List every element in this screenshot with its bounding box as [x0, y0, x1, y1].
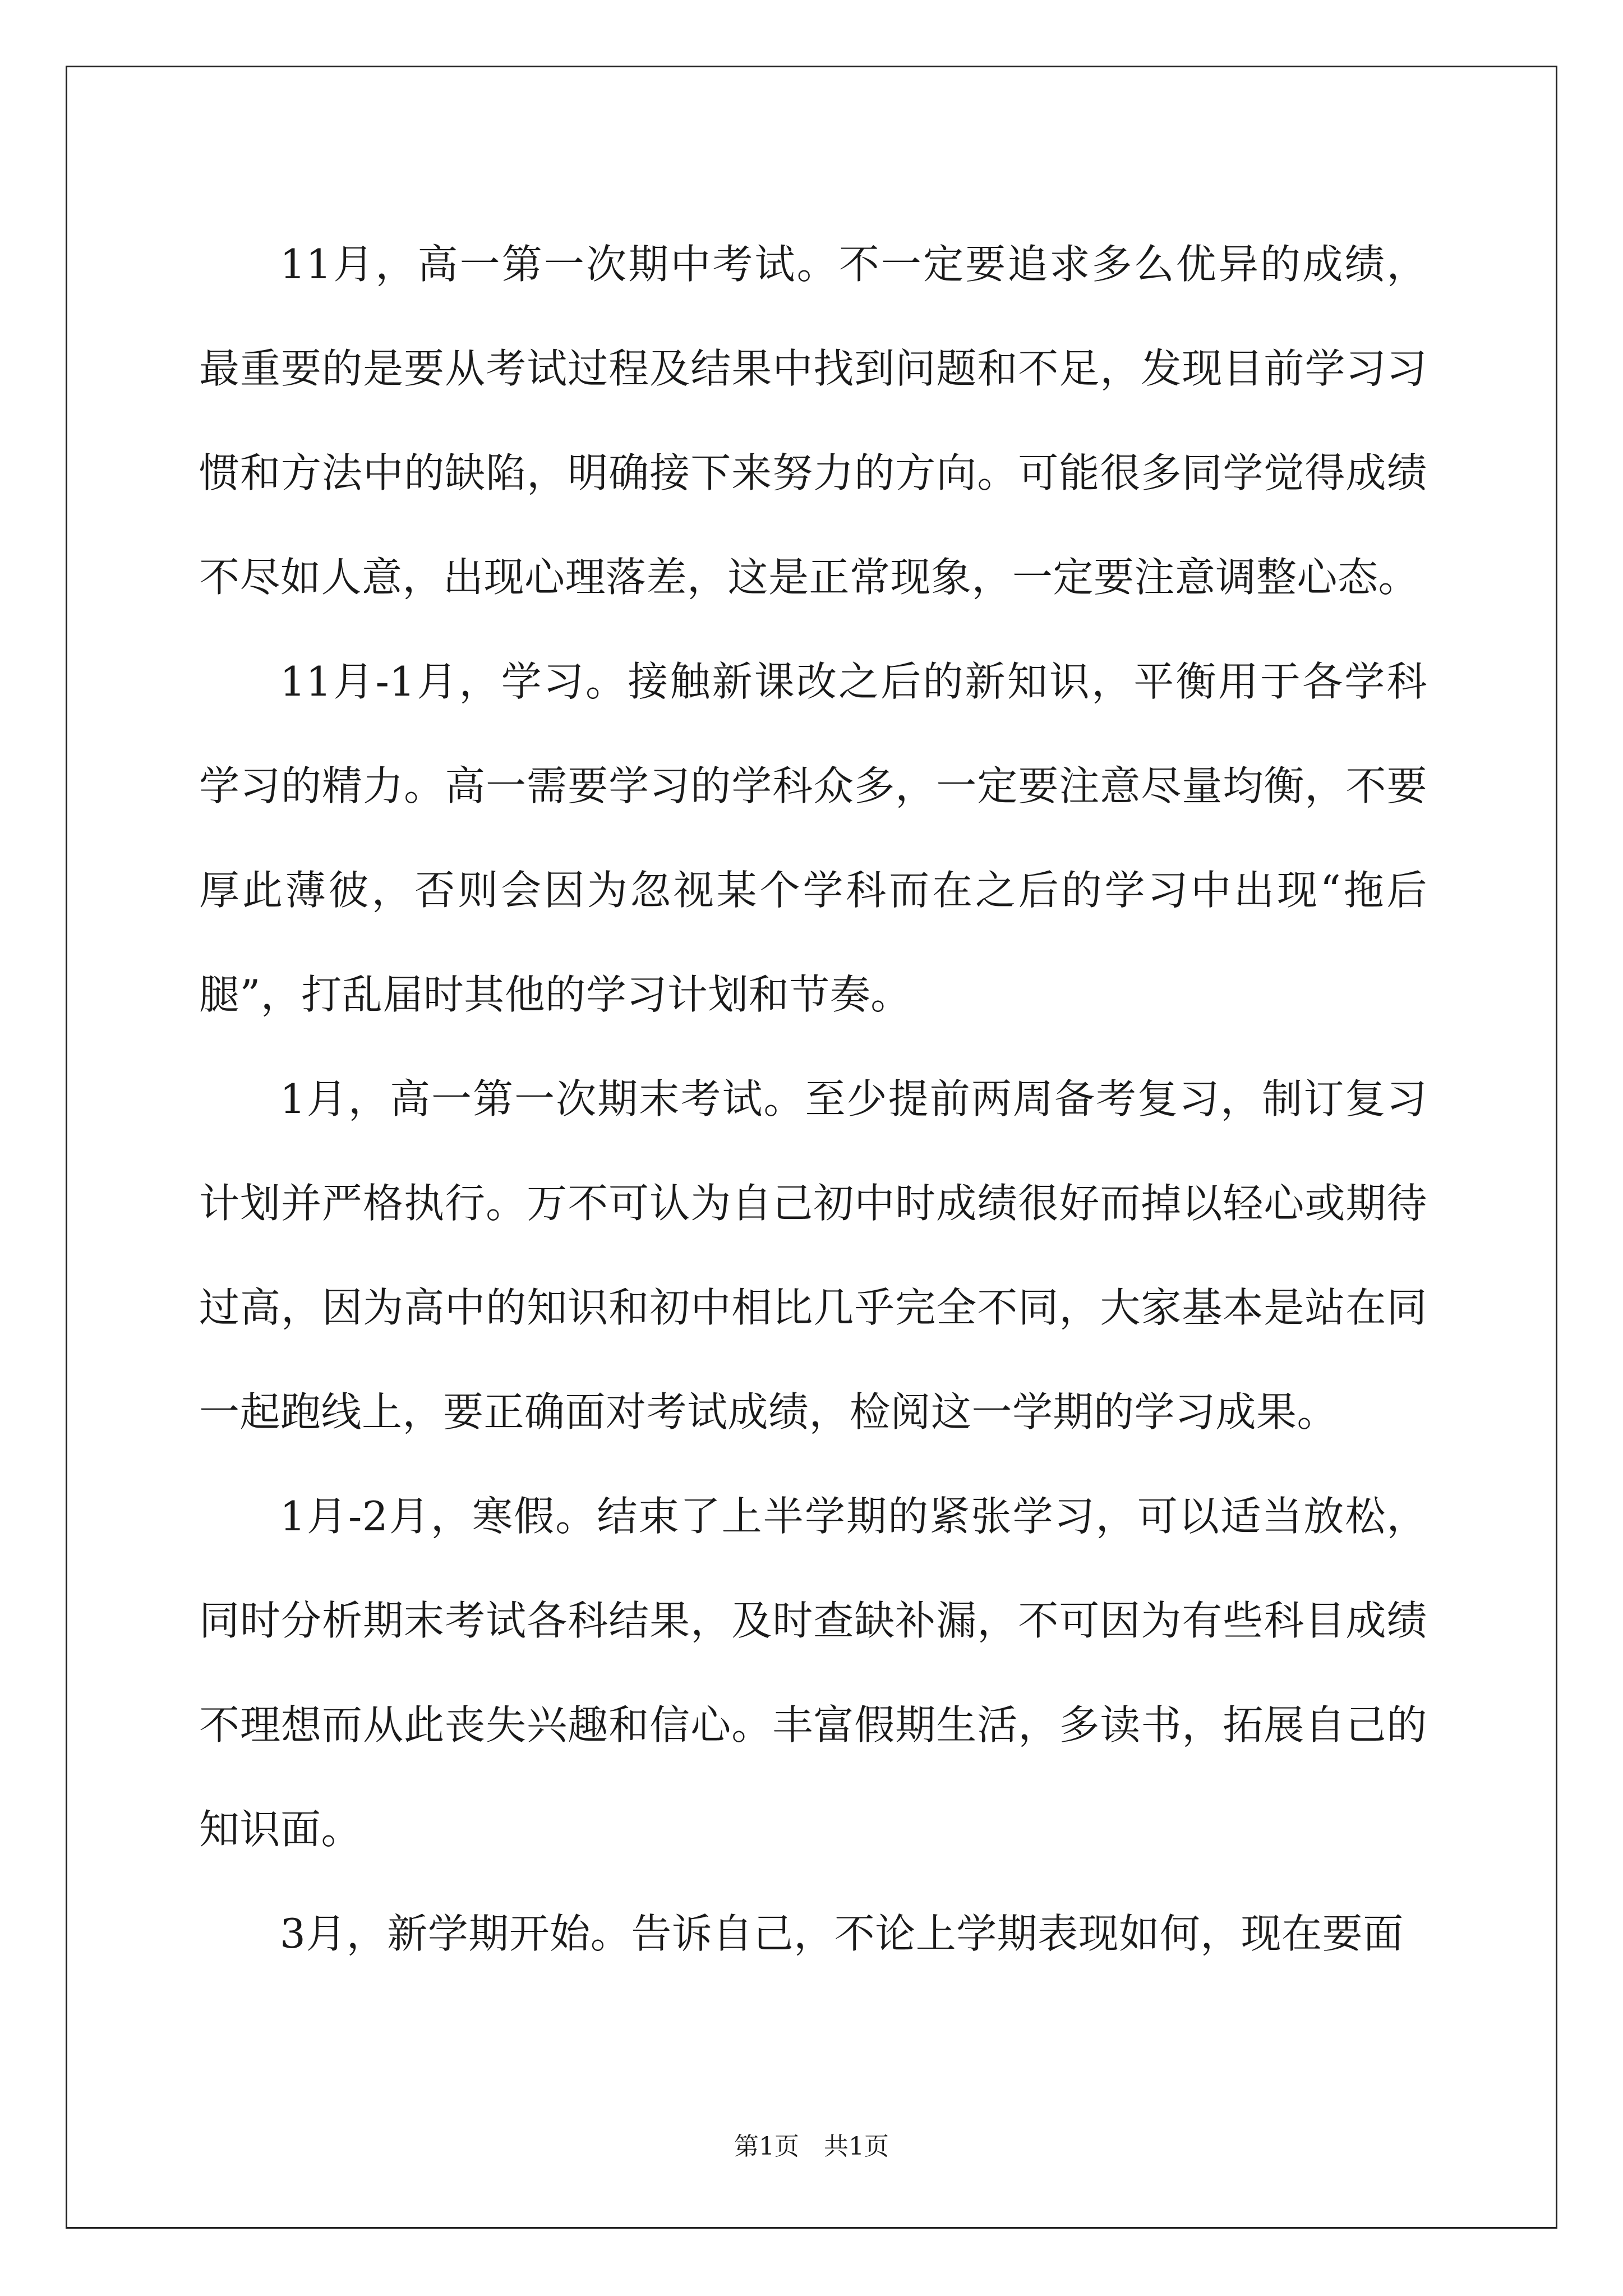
paragraph: 11月-1月，学习。接触新课改之后的新知识，平衡用于各学科学习的精力。高一需要学习的学科众多，一定要注意尽量均衡，不要厚此薄彼，否则会因为忽视某个学科而在之后的学习中出现“拖后腿”，打乱届时其他的学习计划和节奏。	[199, 658, 1427, 1018]
paragraph: 11月，高一第一次期中考试。不一定要追求多么优异的成绩，最重要的是要从考试过程及结果中找到问题和不足，发现目前学习习惯和方法中的缺陷，明确接下来努力的方向。可能很多同学觉得成绩不尽如人意，出现心理落差，这是正常现象，一定要注意调整心态。	[199, 241, 1427, 601]
paragraph: 3月，新学期开始。告诉自己，不论上学期表现如何，现在要面	[280, 1910, 1404, 1957]
paragraph: 1月-2月，寒假。结束了上半学期的紧张学习，可以适当放松，同时分析期末考试各科结果，及时查缺补漏，不可因为有些科目成绩不理想而从此丧失兴趣和信心。丰富假期生活，多读书，拓展自己的知识面。	[199, 1493, 1427, 1853]
page-number: 第1页	[734, 2132, 799, 2161]
paragraph: 1月，高一第一次期末考试。至少提前两周备考复习，制订复习计划并严格执行。万不可认为自己初中时成绩很好而掉以轻心或期待过高，因为高中的知识和初中相比几乎完全不同，大家基本是站在同一起跑线上，要正确面对考试成绩，检阅这一学期的学习成果。	[199, 1075, 1427, 1435]
page-footer	[0, 2126, 1623, 2162]
document-body	[199, 212, 1427, 1986]
page-total: 共1页	[824, 2132, 889, 2161]
